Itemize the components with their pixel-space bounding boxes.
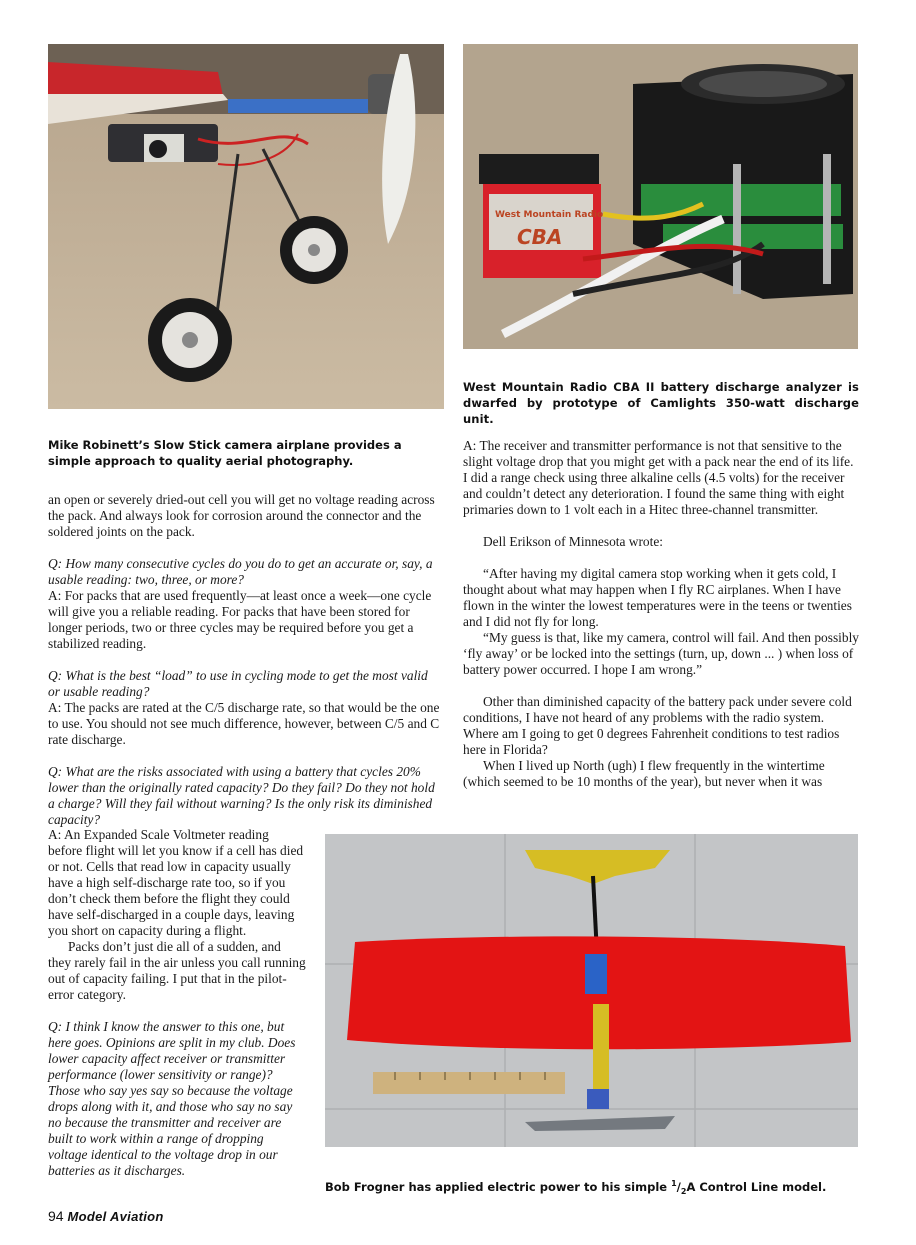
- body-paragraph: an open or severely dried-out cell you will get no voltage reading across the pack. And always look for corrosion around the connector and the soldered joints on the pack.: [48, 492, 435, 539]
- page-number: 94: [48, 1208, 64, 1224]
- page-footer: [48, 1208, 164, 1224]
- question: Q: What is the best “load” to use in cycling mode to get the most valid or usable reading?: [48, 668, 428, 699]
- reader-quote: “My guess is that, like my camera, control will fail. And then possibly ‘fly away’ or be locked into the settings (turn, up, down ... ) when loss of battery power occurred. I hope I am wrong.”: [463, 630, 859, 677]
- control-line-caption: Bob Frogner has applied electric power to his simple $^1/_2A$ Control Line model.: [325, 1179, 827, 1197]
- body-paragraph: Dell Erikson of Minnesota wrote:: [483, 534, 663, 549]
- caption-text: Bob Frogner has applied electric power to his simple: [325, 1179, 672, 1194]
- cba-caption: West Mountain Radio CBA II battery discharge analyzer is dwarfed by prototype of Camlights 350-watt discharge unit.: [463, 380, 859, 426]
- question: Q: I think I know the answer to this one, but here goes. Opinions are split in my club. Does lower capacity affect receiver or transmitter performance (lower sensitivity or range)? Those who say yes say so because the voltage drops along with it, and those who say no say no because the transmitter and receiver are built to work within a range of dropping voltage identical to the voltage drop in our batteries as it discharges.: [48, 1019, 296, 1178]
- cba-analyzer-photo: [463, 44, 858, 349]
- caption-text: A Control Line model.: [686, 1179, 827, 1194]
- reader-quote: “After having my digital camera stop working when it gets cold, I thought about what may happen when I fly RC airplanes. When I have flown in the winter the lowest temperatures were in the teens or twenties and I did not fly for long.: [463, 566, 852, 629]
- body-paragraph: Packs don’t just die all of a sudden, and they rarely fail in the air unless you call running out of capacity failing. I put that in the pilot-error category.: [48, 939, 306, 1002]
- magazine-name: Model Aviation: [67, 1209, 164, 1224]
- right-column: [463, 438, 859, 790]
- fraction-denominator: 2: [680, 1187, 687, 1197]
- question: Q: What are the risks associated with using a battery that cycles 20% lower than the originally rated capacity? Do they fail? Do they not hold a charge? Will they fail without warning? Is the only risk its diminished capacity?: [48, 764, 435, 827]
- cba-label-model: CBA: [517, 225, 563, 249]
- fraction-numerator: 1: [671, 1179, 677, 1188]
- body-paragraph: Other than diminished capacity of the battery pack under severe cold conditions, I have not heard of any problems with the radio system. Where am I going to get 0 degrees Fahrenheit conditions to test radios here in Florida?: [463, 694, 852, 757]
- cba-label-brand: West Mountain Radio: [495, 210, 604, 220]
- control-line-photo: [325, 834, 858, 1147]
- answer: A: An Expanded Scale Voltmeter reading before flight will let you know if a cell has died or not. Cells that read low in capacity usually have a high self-discharge rate too, so if you don’t check them before the flight they could have self-discharged in a couple days, leaving you short on capacity during a flight.: [48, 827, 304, 938]
- slow-stick-photo: [48, 44, 444, 409]
- question: Q: How many consecutive cycles do you do to get an accurate or, say, a usable reading: two, three, or more?: [48, 556, 433, 587]
- body-paragraph: When I lived up North (ugh) I flew frequently in the wintertime (which seemed to be 10 months of the year), but never when it was: [463, 758, 825, 789]
- narrow-column: [48, 827, 306, 1179]
- answer: A: The packs are rated at the C/5 discharge rate, so that would be the one to use. You should not see much difference, however, between C/5 and C rate discharge.: [48, 700, 440, 747]
- answer: A: For packs that are used frequently—at least once a week—one cycle will give you a reliable reading. For packs that have been stored for longer periods, two or three cycles may be required before you get a stabilized reading.: [48, 588, 432, 651]
- left-column: [48, 492, 440, 828]
- answer: A: The receiver and transmitter performance is not that sensitive to the slight voltage drop that you might get with a pack near the end of its life. I did a range check using three alkaline cells (4.5 volts) for the receiver and couldn’t detect any deterioration. I found the same thing with eight primaries down to 1 volt each in a Hitec three-channel transmitter.: [463, 438, 854, 517]
- slow-stick-caption: Mike Robinett’s Slow Stick camera airplane provides a simple approach to quality aerial photography.: [48, 438, 402, 468]
